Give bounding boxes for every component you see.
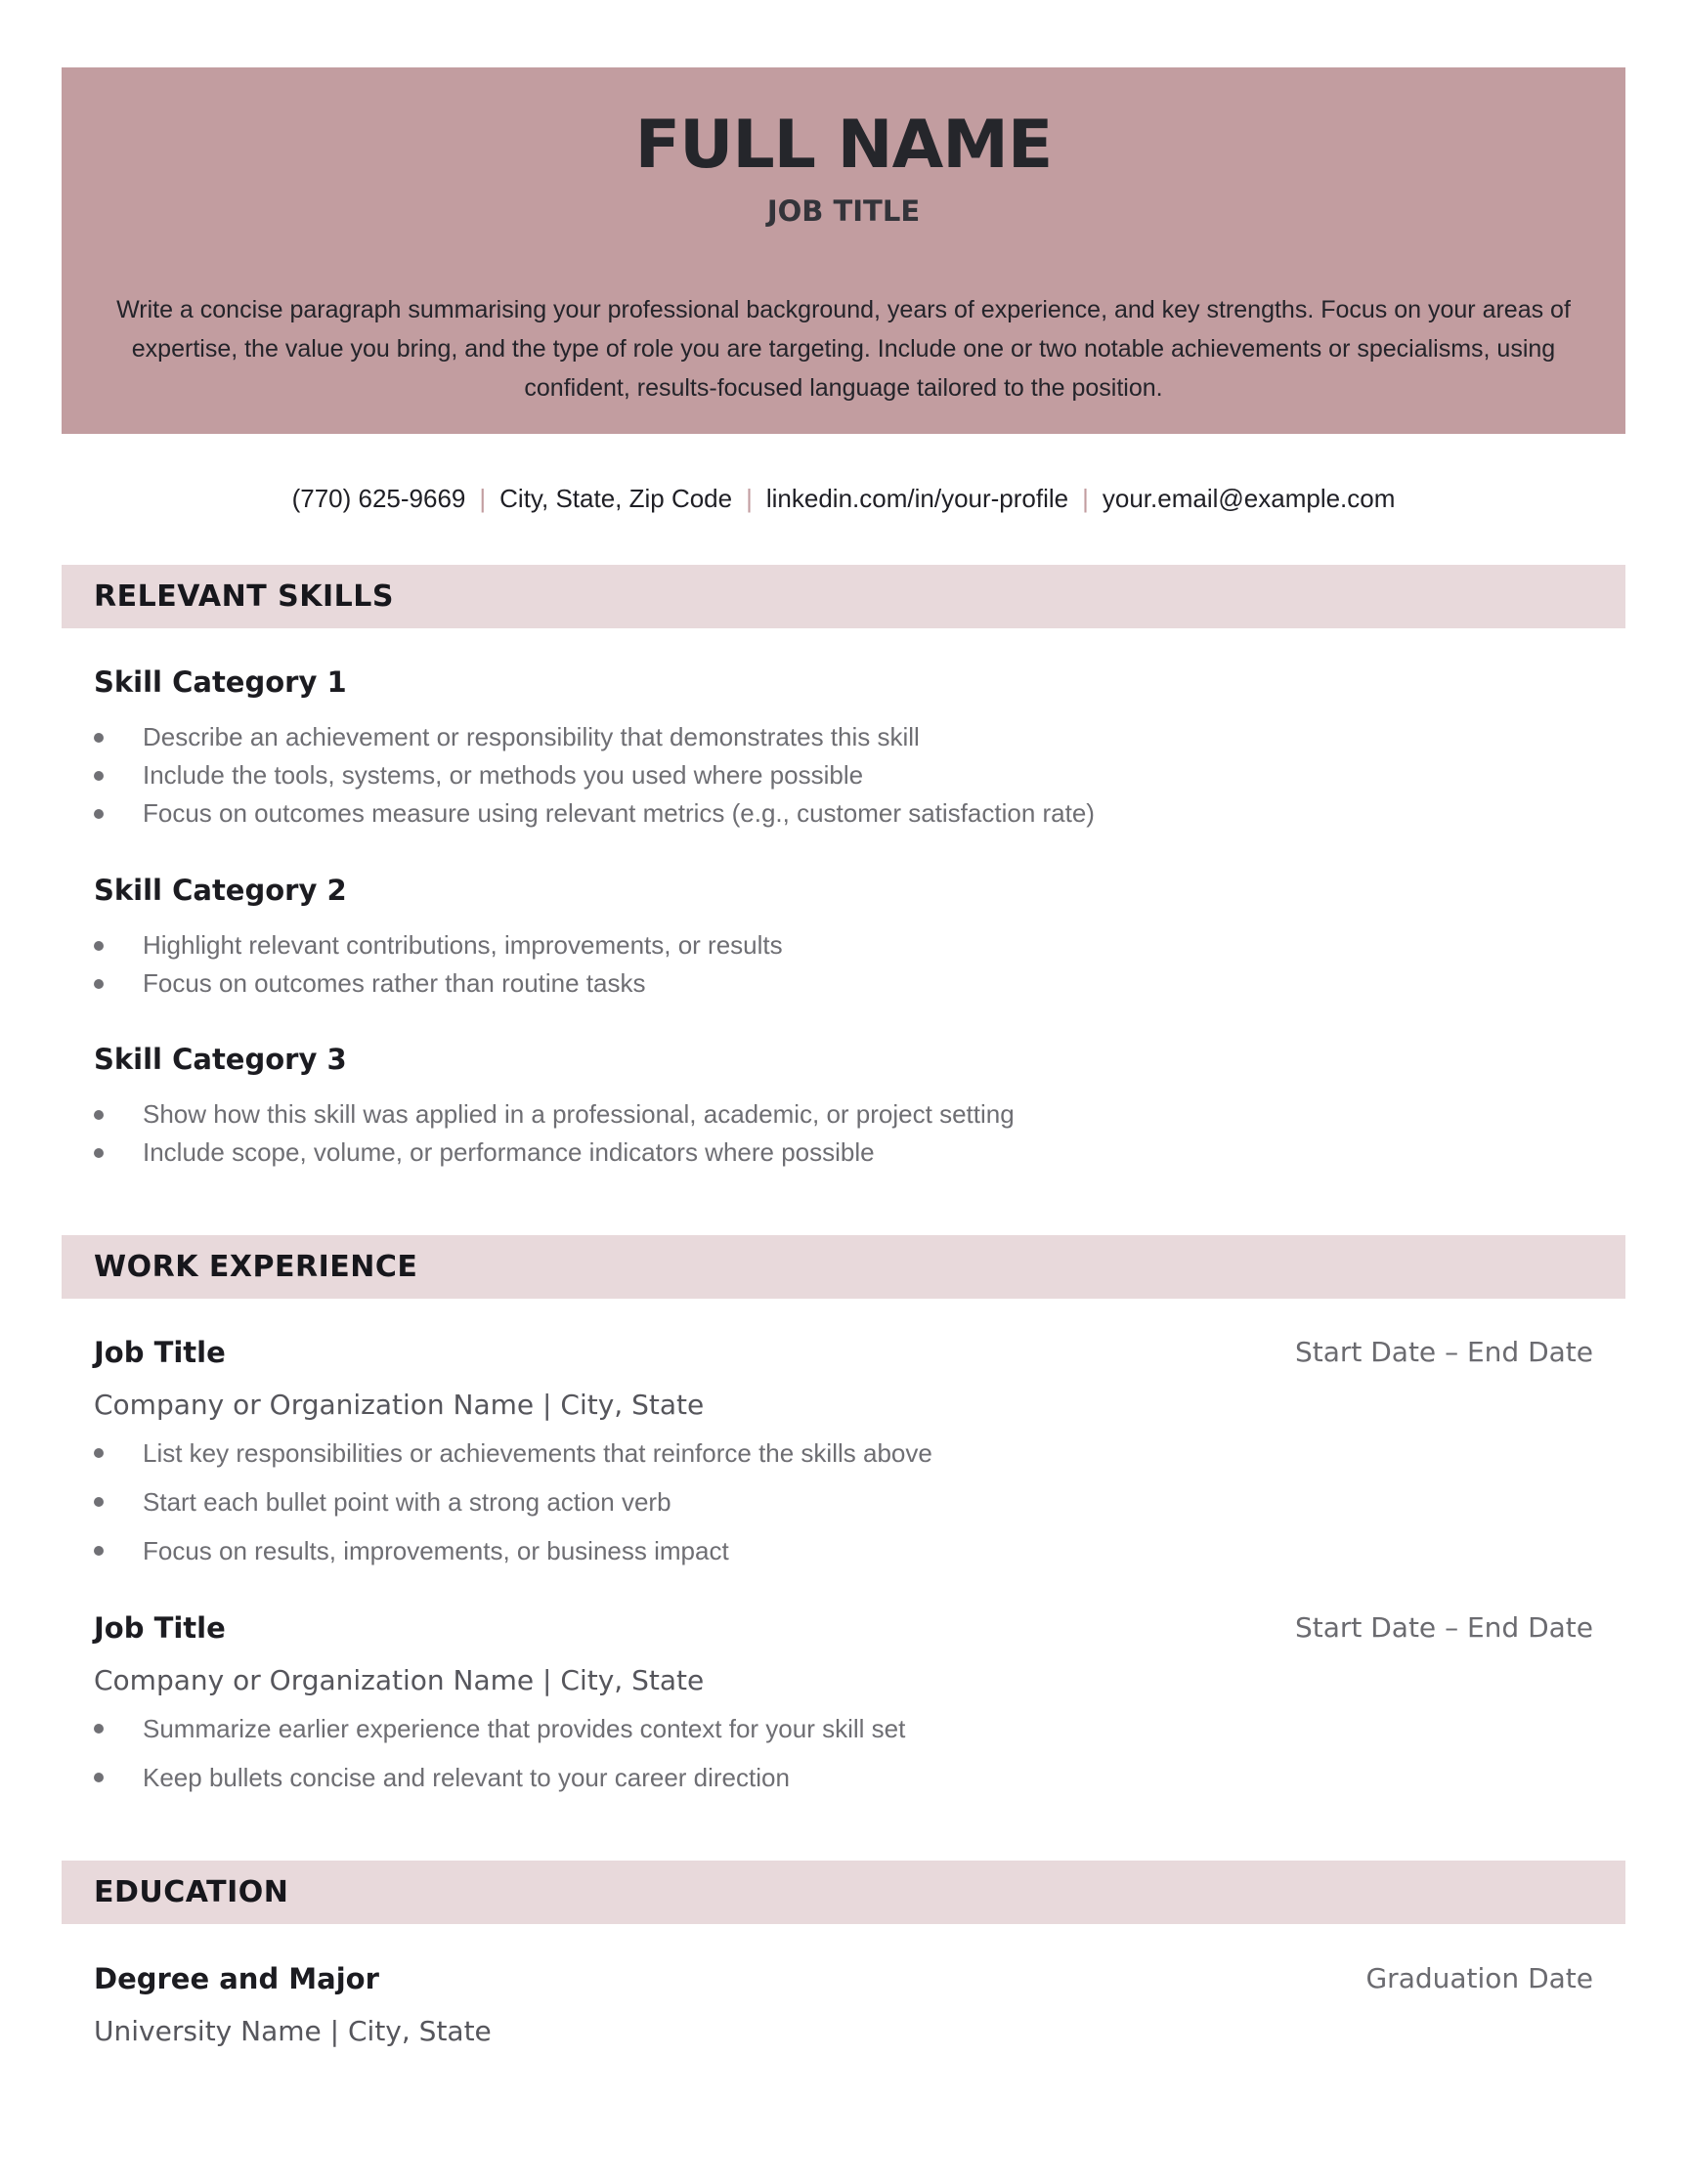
list-item: Include the tools, systems, or methods you used where possible bbox=[94, 756, 1095, 794]
list-item: List key responsibilities or achievements that reinforce the skills above bbox=[94, 1429, 932, 1477]
job-dates: Start Date – End Date bbox=[1294, 1336, 1593, 1368]
section-heading-education: EDUCATION bbox=[94, 1875, 289, 1909]
degree-title: Degree and Major bbox=[94, 1962, 379, 1995]
header-job-title: JOB TITLE bbox=[766, 194, 921, 228]
section-bar-skills bbox=[62, 565, 1625, 628]
skill-bullet-list bbox=[94, 1095, 1015, 1172]
job-bullet-list bbox=[94, 1704, 905, 1802]
section-heading-experience: WORK EXPERIENCE bbox=[94, 1250, 418, 1284]
skill-bullet-list bbox=[94, 718, 1095, 833]
job-title: Job Title bbox=[94, 1336, 226, 1369]
job-bullet-list bbox=[94, 1429, 932, 1575]
skill-category-title: Skill Category 2 bbox=[94, 874, 347, 907]
section-bar-experience bbox=[62, 1235, 1625, 1299]
job-organization: Company or Organization Name | City, State bbox=[94, 1664, 705, 1696]
contact-separator: | bbox=[746, 484, 753, 513]
list-item: Focus on outcomes rather than routine tasks bbox=[94, 964, 783, 1003]
list-item: Focus on results, improvements, or business impact bbox=[94, 1526, 932, 1575]
list-item: Start each bullet point with a strong action verb bbox=[94, 1477, 932, 1526]
profile-summary: Write a concise paragraph summarising your professional background, years of experience, and key strengths. Focus on your areas of expertise, the value you bring, and the type of role you are targeting. Include one or two notable achievements or specialisms, using confident, results-focused language tailored to the position. bbox=[116, 296, 1571, 402]
list-item: Focus on outcomes measure using relevant metrics (e.g., customer satisfaction rate) bbox=[94, 794, 1095, 833]
list-item: Include scope, volume, or performance indicators where possible bbox=[94, 1134, 1015, 1172]
university-name: University Name | City, State bbox=[94, 2015, 492, 2047]
list-item: Highlight relevant contributions, improvements, or results bbox=[94, 926, 783, 964]
skill-category-title: Skill Category 1 bbox=[94, 665, 347, 699]
job-organization: Company or Organization Name | City, State bbox=[94, 1389, 705, 1421]
section-heading-skills: RELEVANT SKILLS bbox=[94, 579, 394, 614]
skill-category-title: Skill Category 3 bbox=[94, 1043, 347, 1076]
header-banner bbox=[62, 67, 1625, 434]
list-item: Describe an achievement or responsibility that demonstrates this skill bbox=[94, 718, 1095, 756]
job-title: Job Title bbox=[94, 1611, 226, 1645]
contact-separator: | bbox=[1082, 484, 1089, 513]
contact-separator: | bbox=[479, 484, 487, 513]
contact-linkedin: linkedin.com/in/your-profile bbox=[765, 484, 1069, 513]
contact-email: your.email@example.com bbox=[1102, 484, 1396, 513]
full-name: FULL NAME bbox=[634, 107, 1053, 184]
job-dates: Start Date – End Date bbox=[1294, 1611, 1593, 1644]
section-bar-education bbox=[62, 1861, 1625, 1924]
graduation-date: Graduation Date bbox=[1365, 1962, 1593, 1994]
list-item: Summarize earlier experience that provides context for your skill set bbox=[94, 1704, 905, 1753]
contact-phone: (770) 625-9669 bbox=[291, 484, 466, 513]
list-item: Show how this skill was applied in a professional, academic, or project setting bbox=[94, 1095, 1015, 1134]
list-item: Keep bullets concise and relevant to your career direction bbox=[94, 1753, 905, 1802]
skill-bullet-list bbox=[94, 926, 783, 1003]
contact-line bbox=[62, 481, 1625, 516]
contact-location: City, State, Zip Code bbox=[499, 484, 733, 513]
